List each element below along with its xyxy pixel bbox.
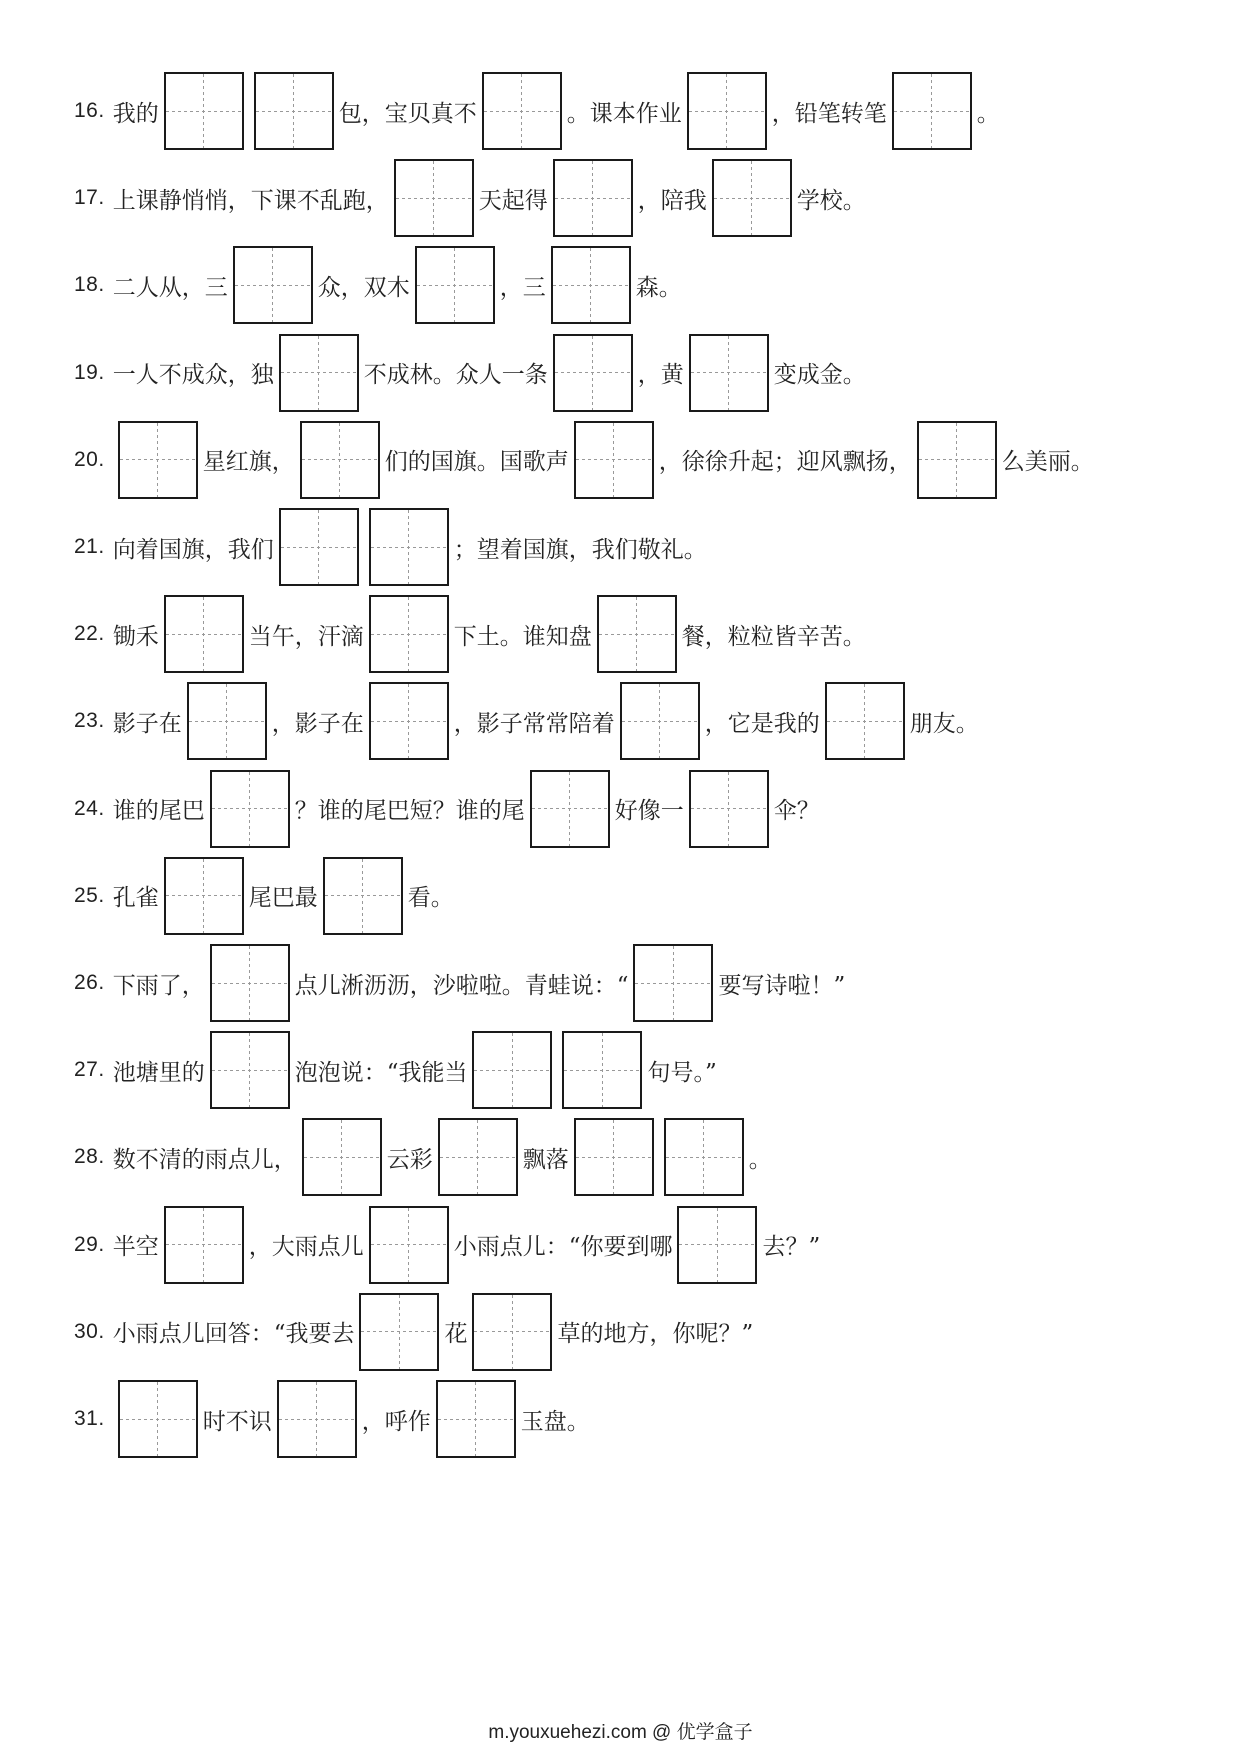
question-text: 一人不成众，独 [112,362,274,389]
question-number: 25. [74,883,105,907]
question-text: 当午，汗滴 [248,623,364,650]
question-row [74,1031,717,1109]
question-row [74,1293,753,1371]
question-row [74,770,820,848]
question-row [74,682,979,760]
question-text: 草的地方，你呢？” [557,1321,754,1348]
question-number: 26. [74,971,105,994]
question-text: 二人从，三 [112,274,228,301]
answer-box[interactable] [574,421,654,499]
answer-box[interactable] [164,1206,244,1284]
answer-box[interactable] [482,72,562,150]
answer-box[interactable] [917,421,997,499]
question-number: 27. [74,1058,105,1082]
answer-box[interactable] [633,944,713,1022]
answer-box[interactable] [530,770,610,848]
question-text: 玉盘。 [520,1408,590,1435]
answer-box[interactable] [279,508,359,586]
question-text: 池塘里的 [112,1059,205,1086]
question-number: 18. [74,273,105,297]
question-text: 数不清的雨点儿， [112,1146,297,1173]
question-text: 小雨点儿回答：“我要去 [112,1321,355,1348]
question-text: 们的国旗。国歌声 [384,449,569,476]
question-text: 。 [976,100,1000,127]
question-number: 28. [74,1145,105,1169]
question-text: 孔雀 [112,885,159,912]
answer-box[interactable] [892,72,972,150]
question-row [74,1380,590,1458]
footer-source: m.youxuehezi.com @ 优学盒子 [488,1722,753,1743]
question-text: 。 [748,1146,772,1173]
question-number: 17. [74,186,105,210]
answer-box[interactable] [472,1031,552,1109]
answer-box[interactable] [689,770,769,848]
question-text: ；望着国旗，我们敬礼。 [453,536,707,563]
question-text: 伞？ [773,798,820,825]
answer-box[interactable] [553,334,633,412]
question-number: 23. [74,709,105,733]
answer-box[interactable] [210,944,290,1022]
question-text: 我的 [112,100,159,127]
answer-box[interactable] [597,595,677,673]
question-number: 22. [74,622,105,646]
question-text: 星红旗， [202,449,295,476]
question-text: 点儿淅沥沥，沙啦啦。青蛙说：“ [294,972,629,999]
answer-box[interactable] [277,1380,357,1458]
answer-box[interactable] [712,159,792,237]
answer-box[interactable] [553,159,633,237]
question-text: 。课本作业 [566,100,682,127]
answer-box[interactable] [359,1293,439,1371]
answer-box[interactable] [279,334,359,412]
question-text: 包，宝贝真不 [338,100,477,127]
answer-box[interactable] [620,682,700,760]
question-text: 天起得 [478,187,548,214]
question-text: 尾巴最 [248,885,318,912]
answer-box[interactable] [369,508,449,586]
question-text: 小雨点儿：“你要到哪 [453,1234,673,1261]
question-text: ，它是我的 [704,710,820,737]
question-text: ，三 [499,274,546,301]
answer-box[interactable] [164,595,244,673]
answer-box[interactable] [369,682,449,760]
question-text: 么美丽。 [1001,449,1094,476]
question-text: ，影子在 [271,710,364,737]
question-row [74,246,682,324]
question-number: 19. [74,360,105,384]
answer-box[interactable] [436,1380,516,1458]
answer-box[interactable] [438,1118,518,1196]
question-text: 影子在 [112,710,182,737]
answer-box[interactable] [164,72,244,150]
question-text: 下雨了， [112,972,205,999]
question-text: 好像一 [614,798,684,825]
question-text: 变成金。 [773,362,866,389]
question-row [74,944,845,1022]
answer-box[interactable] [118,421,198,499]
question-row [74,159,866,237]
question-row [74,421,1094,499]
question-text: 森。 [635,274,682,301]
answer-box[interactable] [118,1380,198,1458]
answer-box[interactable] [687,72,767,150]
question-number: 20. [74,447,105,471]
answer-box[interactable] [254,72,334,150]
question-text: 泡泡说：“我能当 [294,1059,468,1086]
answer-box[interactable] [302,1118,382,1196]
answer-box[interactable] [187,682,267,760]
answer-box[interactable] [415,246,495,324]
question-text: 餐，粒粒皆辛苦。 [681,623,866,650]
question-text: 不成林。众人一条 [363,362,548,389]
answer-box[interactable] [394,159,474,237]
answer-box[interactable] [825,682,905,760]
question-text: 谁的尾巴 [112,798,205,825]
question-text: 半空 [112,1234,159,1261]
question-text: ，黄 [637,362,684,389]
answer-box[interactable] [472,1293,552,1371]
answer-box[interactable] [233,246,313,324]
question-text: 锄禾 [112,623,159,650]
question-text: 要写诗啦！” [718,972,846,999]
question-number: 24. [74,796,105,820]
question-text: 飘落 [522,1146,569,1173]
answer-box[interactable] [664,1118,744,1196]
question-text: ，呼作 [361,1408,431,1435]
question-row [74,72,1000,150]
question-text: 句号。” [647,1059,717,1086]
answer-box[interactable] [300,421,380,499]
question-row [74,508,707,586]
question-text: ，影子常常陪着 [453,710,615,737]
question-number: 30. [74,1319,105,1343]
question-text: 众，双木 [317,274,410,301]
question-text: ，徐徐升起；迎风飘扬， [658,449,912,476]
question-number: 21. [74,535,105,558]
question-text: ，大雨点儿 [248,1234,364,1261]
question-text: 向着国旗，我们 [112,536,274,563]
answer-box[interactable] [164,857,244,935]
question-text: ，陪我 [637,187,707,214]
question-row [74,595,866,673]
answer-box[interactable] [677,1206,757,1284]
question-row [74,334,866,412]
question-text: 去？” [762,1234,821,1261]
question-text: 朋友。 [909,710,979,737]
question-number: 16. [74,99,105,122]
question-text: ，铅笔转笔 [771,100,887,127]
question-text: 上课静悄悄，下课不乱跑， [112,187,389,214]
question-number: 29. [74,1232,105,1256]
question-text: 花 [444,1321,468,1348]
answer-box[interactable] [574,1118,654,1196]
answer-box[interactable] [562,1031,642,1109]
answer-box[interactable] [369,1206,449,1284]
answer-box[interactable] [689,334,769,412]
answer-box[interactable] [551,246,631,324]
question-row [74,1206,820,1284]
question-text: ？谁的尾巴短？谁的尾 [294,798,525,825]
question-row [74,1118,772,1196]
answer-box[interactable] [369,595,449,673]
question-text: 看。 [407,885,454,912]
question-text: 下土。谁知盘 [453,623,592,650]
question-number: 31. [74,1407,105,1430]
question-text: 时不识 [202,1408,272,1435]
question-text: 云彩 [386,1146,433,1173]
answer-box[interactable] [210,1031,290,1109]
answer-box[interactable] [210,770,290,848]
answer-box[interactable] [323,857,403,935]
question-text: 学校。 [796,187,866,214]
question-row [74,857,454,935]
